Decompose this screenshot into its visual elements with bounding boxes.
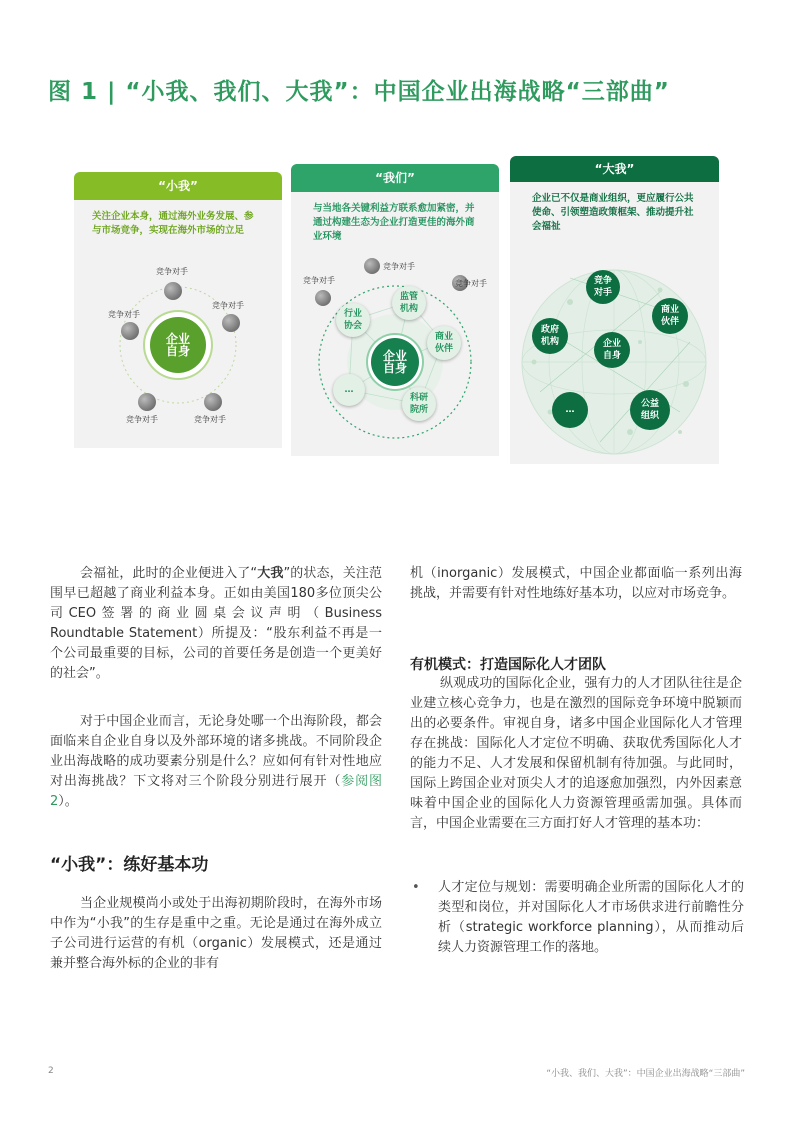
left-paragraph-2: 对于中国企业而言，无论身处哪一个出海阶段，都会面临来自企业自身以及外部环境的诸多挑战。不同阶段企业出海战略的成功要素分别是什么？应如何有针对性地应对出海挑战？下文将对三个阶段分别进行展开（参阅图2）。 [50, 714, 382, 809]
card-description: 企业已不仅是商业组织，更应履行公共使命、引领塑造政策框架、推动提升社会福祉 [532, 193, 694, 232]
card-header: “小我” [74, 172, 282, 200]
competitor-label: 竞争对手 [126, 415, 158, 424]
card-header: “大我” [510, 156, 719, 182]
competitor-label: 竞争对手 [212, 301, 244, 310]
competitor-node [164, 282, 182, 300]
figure-reference-link[interactable]: 参阅图2 [50, 774, 382, 809]
stakeholder-node: 政府 机构 [532, 318, 568, 354]
competitor-node [138, 393, 156, 411]
stakeholder-node: … [333, 374, 365, 406]
stakeholder-node: 商业 伙伴 [652, 298, 688, 334]
stakeholder-node: 商业 伙伴 [427, 326, 461, 360]
competitor-node [204, 393, 222, 411]
card-big-self [510, 156, 719, 464]
competitor-label: 竞争对手 [303, 276, 335, 285]
card-body [510, 182, 719, 464]
company-self-node: 企业 自身 [594, 332, 630, 368]
card-body [74, 200, 282, 448]
running-title: “小我、我们、大我”：中国企业出海战略“三部曲” [546, 1069, 745, 1079]
figure-title: 图 1 | “小我、我们、大我”：中国企业出海战略“三部曲” [48, 79, 670, 105]
card-description: 与当地各关键利益方联系愈加紧密，并通过构建生态为企业打造更佳的海外商业环境 [313, 203, 475, 242]
page-number: 2 [48, 1066, 54, 1076]
company-self-node: 企业 自身 [371, 338, 419, 386]
subheading-organic-mode: 有机模式：打造国际化人才团队 [410, 657, 606, 673]
stakeholder-node: … [552, 392, 588, 428]
competitor-node [315, 290, 331, 306]
card-small-self [74, 172, 282, 448]
right-paragraph-1: 机（inorganic）发展模式，中国企业都面临一系列出海挑战，并需要有针对性地练好基本功，以应对市场竞争。 [410, 566, 742, 601]
left-paragraph-1: 会福祉，此时的企业便进入了“大我”的状态，关注范围早已超越了商业利益本身。正如由美国180多位顶尖公司CEO签署的商业圆桌会议声明（Business Roundtable Statement）所提及：“股东利益不再是一个公司最重要的目标，公司的首要任务是创造一个更美好的社会”。 [50, 566, 382, 681]
emphasis-big-self: 大我 [257, 566, 284, 581]
we-diagram [291, 192, 499, 456]
section-heading-small-self: “小我”：练好基本功 [50, 855, 209, 875]
card-header: “我们” [291, 164, 499, 192]
stakeholder-node: 竞争 对手 [586, 270, 620, 304]
stakeholder-node: 行业 协会 [336, 303, 370, 337]
stakeholder-node: 公益 组织 [630, 390, 670, 430]
card-we [291, 164, 499, 456]
competitor-label: 竞争对手 [455, 279, 487, 288]
right-paragraph-2: 纵观成功的国际化企业，强有力的人才团队往往是企业建立核心竞争力，也是在激烈的国际竞争环境中脱颖而出的必要条件。审视自身，诸多中国企业国际化人才管理存在挑战：国际化人才定位不明确、获取优秀国际化人才的能力不足、人才发展和保留机制有待加强。与此同时，国际上跨国企业对顶尖人才的追逐愈加强烈，内外因素意味着中国企业的国际化人力资源管理亟需加强。具体而言，中国企业需要在三方面打好人才管理的基本功： [410, 676, 742, 831]
competitor-node [364, 258, 380, 274]
stakeholder-node: 监管 机构 [392, 286, 426, 320]
card-body [291, 192, 499, 456]
competitor-label: 竞争对手 [156, 267, 188, 276]
competitor-label: 竞争对手 [383, 262, 415, 271]
competitor-node [121, 322, 139, 340]
company-self-node: 企业 自身 [150, 317, 206, 373]
left-paragraph-3: 当企业规模尚小或处于出海初期阶段时，在海外市场中作为“小我”的生存是重中之重。无论是通过在海外成立子公司进行运营的有机（organic）发展模式，还是通过兼并整合海外标的企业的非有 [50, 896, 382, 971]
stakeholder-node: 科研 院所 [402, 387, 436, 421]
bullet-dot-icon: • [412, 880, 420, 895]
card-description: 关注企业本身，通过海外业务发展、参与市场竞争，实现在海外市场的立足 [92, 211, 254, 236]
competitor-label: 竞争对手 [194, 415, 226, 424]
competitor-label: 竞争对手 [108, 310, 140, 319]
bullet-text: 人才定位与规划：需要明确企业所需的国际化人才的类型和岗位，并对国际化人才市场供求进行前瞻性分析（strategic workforce planning），从而推动后续人力资源管理工作的落地。 [438, 880, 744, 955]
competitor-node [222, 314, 240, 332]
